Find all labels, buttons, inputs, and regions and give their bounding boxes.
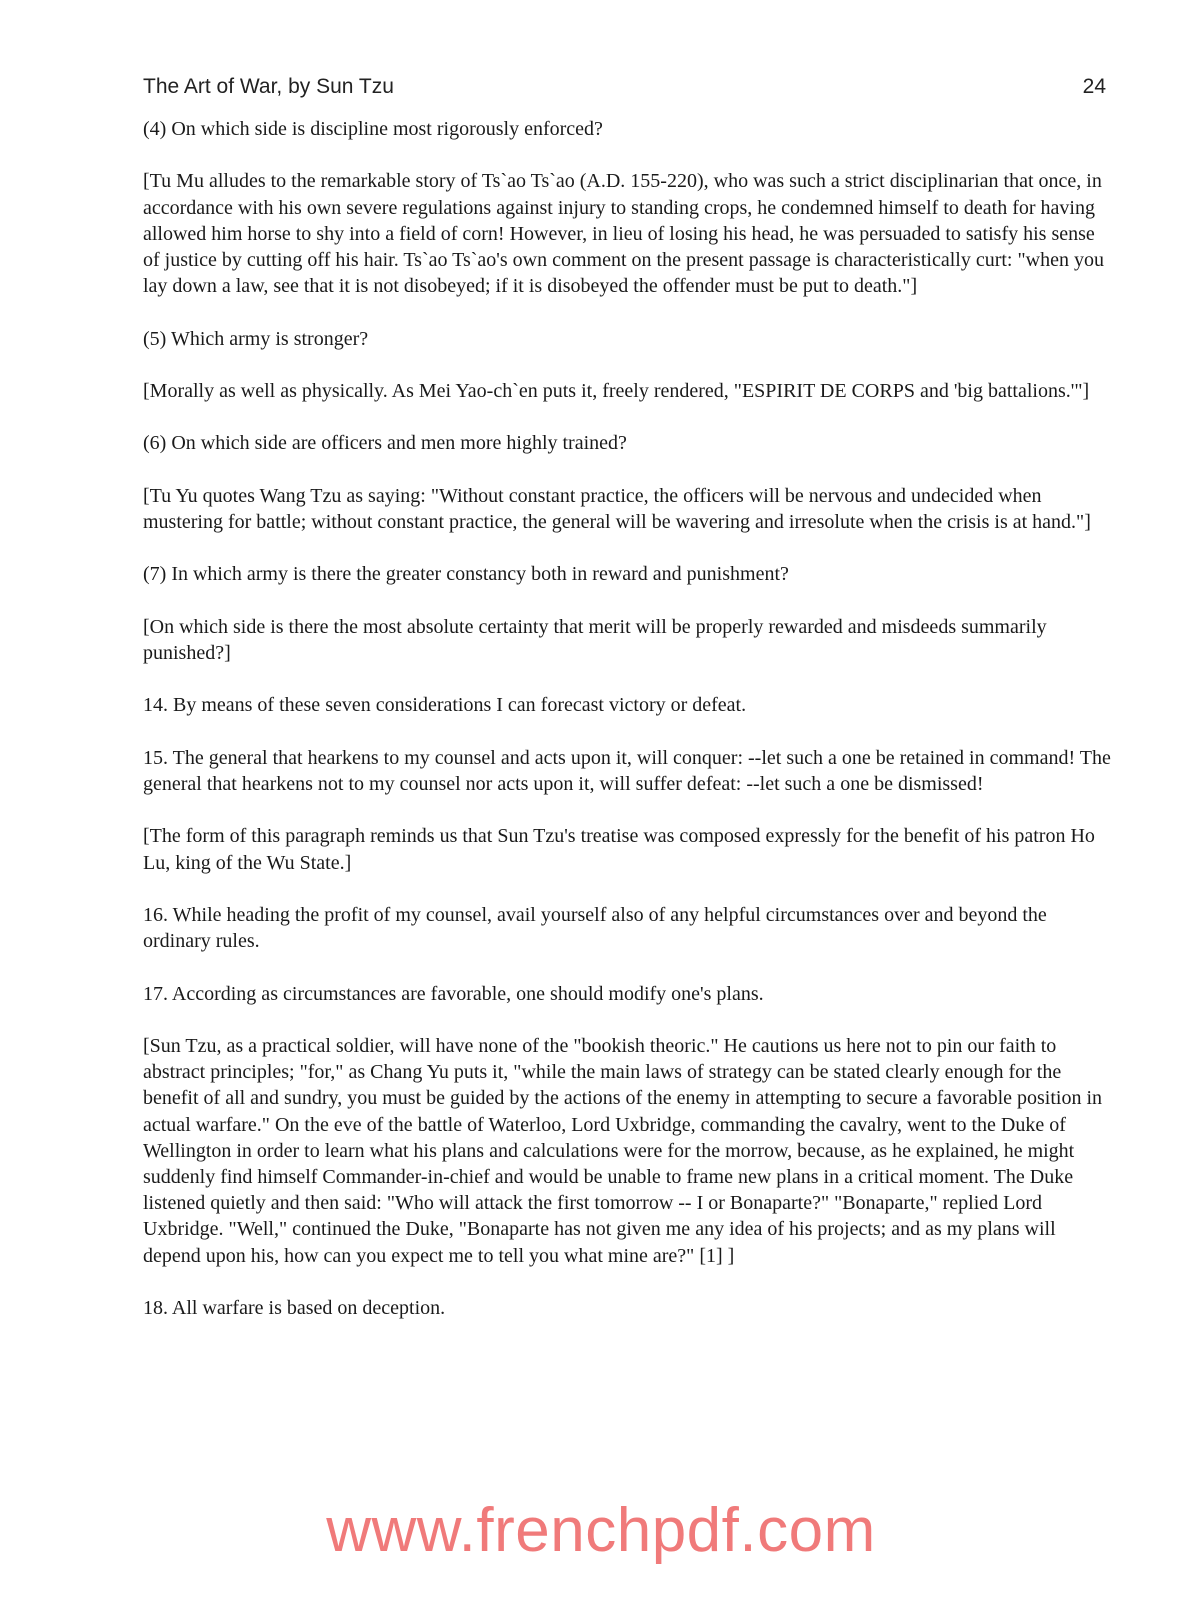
paragraph: 17. According as circumstances are favorable, one should modify one's plans. [143,982,764,1005]
paragraph: (5) Which army is stronger? [143,327,369,350]
watermark: www.frenchpdf.com [326,1496,876,1565]
paragraph: [Sun Tzu, as a practical soldier, will have none of the "bookish theoric." He cautions us here not to pin our faith to abstract principles; "for," as Chang Yu puts it, "while the main laws of strategy can be stated clearly enough for the benefit of all and sundry, you must be guided by the actions of the enemy in attempting to secure a favorable position in actual warfare." On the eve of the battle of Waterloo, Lord Uxbridge, commanding the cavalry, went to the Duke of Wellington in order to learn what his plans and calculations were for the morrow, because, as he explained, he might suddenly find himself Commander-in-chief and would be unable to frame new plans in a critical moment. The Duke listened quietly and then said: "Who will attack the first tomorrow -- I or Bonaparte?" "Bonaparte," replied Lord Uxbridge. "Well," continued the Duke, "Bonaparte has not given me any idea of his projects; and as my plans will depend upon his, how can you expect me to tell you what mine are?" [1] ] [143,1034,1103,1267]
paragraph: [Tu Yu quotes Wang Tzu as saying: "Without constant practice, the officers will be nervous and undecided when mustering for battle; without constant practice, the general will be wavering and irresolute when the crisis is at hand."] [143,484,1091,533]
page-number: 24 [1082,75,1106,98]
paragraph: (7) In which army is there the greater constancy both in reward and punishment? [143,563,789,586]
paragraph: 18. All warfare is based on deception. [143,1296,446,1319]
paragraph: (4) On which side is discipline most rigorously enforced? [143,118,603,140]
paragraph: (6) On which side are officers and men more highly trained? [143,432,627,455]
running-title: The Art of War, by Sun Tzu [143,75,394,98]
paragraph: 15. The general that hearkens to my counsel and acts upon it, will conquer: --let such a one be retained in command! The general that hearkens not to my counsel nor acts upon it, will suffer defeat: --let such a one be dismissed! [143,746,1111,795]
paragraph: [The form of this paragraph reminds us that Sun Tzu's treatise was composed expressly for the benefit of his patron Ho Lu, king of the Wu State.] [143,825,1095,874]
paragraph: [On which side is there the most absolute certainty that merit will be properly rewarded and misdeeds summarily punished?] [143,615,1047,664]
paragraph: [Morally as well as physically. As Mei Yao-ch`en puts it, freely rendered, "ESPIRIT DE CORPS and 'big battalions.'"] [143,379,1090,402]
paragraph: [Tu Mu alludes to the remarkable story of Ts`ao Ts`ao (A.D. 155-220), who was such a strict disciplinarian that once, in accordance with his own severe regulations against injury to standing crops, he condemned himself to death for having allowed him horse to shy into a field of corn! However, in lieu of losing his head, he was persuaded to satisfy his sense of justice by cutting off his hair. Ts`ao Ts`ao's own comment on the present passage is characteristically curt: "when you lay down a law, see that it is not disobeyed; if it is disobeyed the offender must be put to death."] [143,170,1104,298]
paragraph: 16. While heading the profit of my counsel, avail yourself also of any helpful circumstances over and beyond the ordinary rules. [143,903,1047,953]
body-text [143,116,1111,1347]
paragraph: 14. By means of these seven considerations I can forecast victory or defeat. [143,694,747,717]
page-header [143,72,1106,102]
